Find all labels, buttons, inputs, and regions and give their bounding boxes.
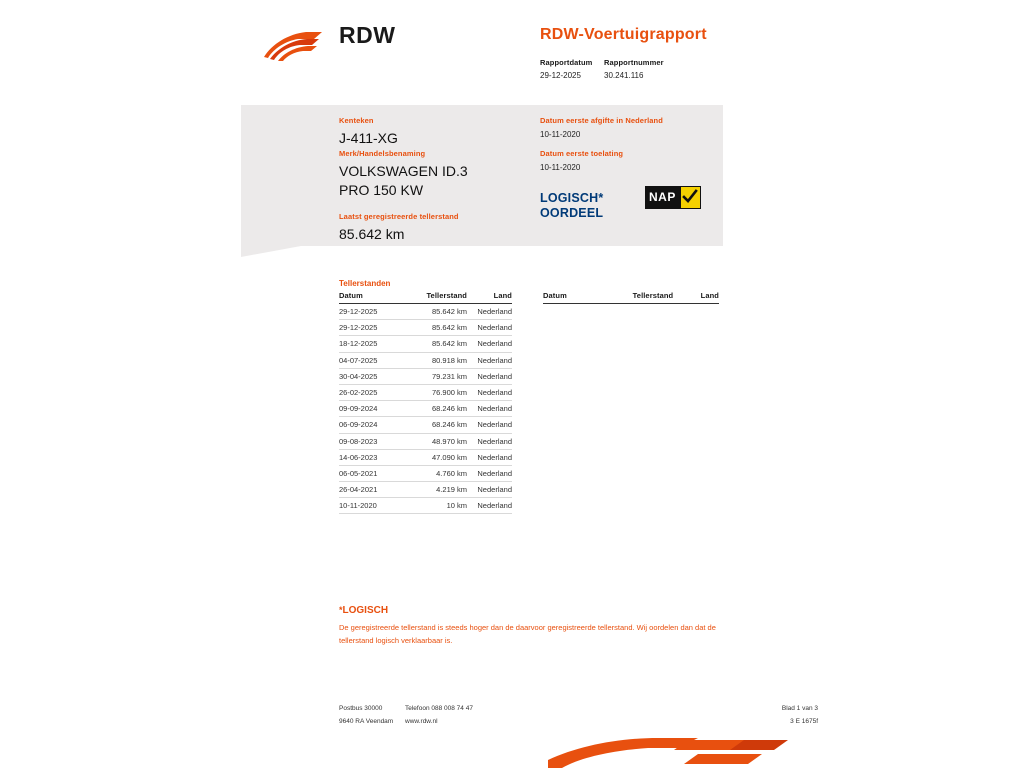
cell-tellerstand: 4.219 km [415, 482, 467, 498]
cell-datum: 26-02-2025 [339, 384, 415, 400]
merk-value-line1: VOLKSWAGEN ID.3 [339, 163, 468, 179]
eerste-toelating-value: 10-11-2020 [540, 163, 581, 172]
table-header-row [339, 291, 512, 304]
cell-land: Nederland [467, 433, 512, 449]
column-header-tellerstand: Tellerstand [620, 291, 673, 304]
brand-name: RDW [339, 22, 396, 48]
tellerstanden-table-right [543, 291, 719, 304]
footer-contact [405, 702, 545, 728]
table-row [339, 433, 512, 449]
cell-datum: 06-09-2024 [339, 417, 415, 433]
cell-tellerstand: 68.246 km [415, 401, 467, 417]
table-row [339, 482, 512, 498]
table-row [339, 449, 512, 465]
footer-page-info: Blad 1 van 3 [781, 705, 818, 712]
cell-tellerstand: 48.970 km [415, 433, 467, 449]
cell-land: Nederland [467, 401, 512, 417]
table-row [339, 498, 512, 514]
cell-datum: 18-12-2025 [339, 336, 415, 352]
cell-land: Nederland [467, 465, 512, 481]
cell-tellerstand: 85.642 km [415, 320, 467, 336]
footnote-title [339, 605, 388, 616]
cell-datum: 26-04-2021 [339, 482, 415, 498]
footnote-title-text: LOGISCH [342, 605, 389, 616]
cell-land: Nederland [467, 449, 512, 465]
cell-tellerstand: 85.642 km [415, 304, 467, 320]
table-row [339, 352, 512, 368]
kenteken-label: Kenteken [339, 116, 374, 125]
cell-land: Nederland [467, 482, 512, 498]
cell-datum: 14-06-2023 [339, 449, 415, 465]
meta-rapportdatum [540, 58, 604, 80]
table-row [339, 304, 512, 320]
footer-address-line-2: 9640 RA Veendam [339, 718, 394, 725]
oordeel-line-2: OORDEEL [540, 206, 604, 220]
merk-label: Merk/Handelsbenaming [339, 149, 426, 158]
table-row [339, 368, 512, 384]
laatste-tellerstand-block [339, 212, 459, 243]
merk-value-line2: PRO 150 KW [339, 182, 424, 198]
table-row [339, 401, 512, 417]
cell-tellerstand: 80.918 km [415, 352, 467, 368]
cell-datum: 10-11-2020 [339, 498, 415, 514]
table-row [339, 336, 512, 352]
nap-badge [645, 186, 701, 209]
meta-rapportnummer-label: Rapportnummer [604, 58, 664, 67]
kenteken-block [339, 116, 398, 147]
panel-notch [241, 246, 301, 257]
cell-land: Nederland [467, 336, 512, 352]
eerste-afgifte-block [540, 116, 663, 139]
cell-datum: 09-08-2023 [339, 433, 415, 449]
footer-rdw-graphic-icon [548, 738, 788, 768]
cell-tellerstand: 47.090 km [415, 449, 467, 465]
footnote-star: * [339, 605, 343, 615]
table-row [339, 417, 512, 433]
cell-datum: 04-07-2025 [339, 352, 415, 368]
meta-rapportnummer [604, 58, 724, 80]
cell-land: Nederland [467, 352, 512, 368]
cell-tellerstand: 68.246 km [415, 417, 467, 433]
eerste-afgifte-label: Datum eerste afgifte in Nederland [540, 116, 663, 125]
tellerstanden-title: Tellerstanden [339, 279, 391, 288]
footer-website[interactable]: www.rdw.nl [405, 718, 438, 725]
footer-left [339, 702, 729, 728]
cell-datum: 29-12-2025 [339, 320, 415, 336]
cell-tellerstand: 10 km [415, 498, 467, 514]
cell-tellerstand: 76.900 km [415, 384, 467, 400]
footnote-body: De geregistreerde tellerstand is steeds hoger dan de daarvoor geregistreerde tellerstand. Wij oordelen dan dat de tellerstand logisch verklaarbaar is. [339, 623, 716, 645]
cell-tellerstand: 79.231 km [415, 368, 467, 384]
table-row [339, 320, 512, 336]
footer-address [339, 702, 405, 728]
cell-datum: 09-09-2024 [339, 401, 415, 417]
oordeel-block [540, 191, 603, 221]
column-header-land: Land [467, 291, 512, 304]
eerste-toelating-label: Datum eerste toelating [540, 149, 624, 158]
table-row [339, 465, 512, 481]
footer-doc-code: 3 E 1675f [790, 718, 818, 725]
kenteken-value: J-411-XG [339, 130, 398, 146]
cell-land: Nederland [467, 320, 512, 336]
cell-tellerstand: 85.642 km [415, 336, 467, 352]
merk-block [339, 149, 468, 199]
footer-phone: Telefoon 088 008 74 47 [405, 705, 473, 712]
laatste-tellerstand-label: Laatst geregistreerde tellerstand [339, 212, 459, 221]
cell-datum: 06-05-2021 [339, 465, 415, 481]
footer-right [698, 702, 818, 728]
meta-rapportdatum-label: Rapportdatum [540, 58, 593, 67]
cell-land: Nederland [467, 498, 512, 514]
eerste-toelating-block [540, 149, 623, 172]
oordeel-line-1: LOGISCH* [540, 191, 604, 205]
cell-land: Nederland [467, 384, 512, 400]
report-meta [540, 58, 860, 80]
cell-land: Nederland [467, 368, 512, 384]
meta-rapportnummer-value: 30.241.116 [604, 71, 644, 80]
table-row [339, 384, 512, 400]
cell-datum: 29-12-2025 [339, 304, 415, 320]
column-header-tellerstand: Tellerstand [415, 291, 467, 304]
eerste-afgifte-value: 10-11-2020 [540, 130, 581, 139]
cell-datum: 30-04-2025 [339, 368, 415, 384]
nap-badge-label: NAP [649, 190, 676, 204]
rdw-logo-icon [262, 30, 330, 62]
tellerstanden-table-left [339, 291, 512, 514]
cell-land: Nederland [467, 304, 512, 320]
meta-rapportdatum-value: 29-12-2025 [540, 71, 581, 80]
laatste-tellerstand-value: 85.642 km [339, 226, 405, 242]
nap-check-icon [682, 188, 698, 205]
footer-address-line-1: Postbus 30000 [339, 705, 383, 712]
nap-badge-inner [646, 187, 700, 208]
cell-tellerstand: 4.760 km [415, 465, 467, 481]
rdw-logo [262, 22, 396, 68]
cell-land: Nederland [467, 417, 512, 433]
column-header-datum: Datum [543, 291, 620, 304]
page-title: RDW-Voertuigrapport [540, 26, 707, 43]
column-header-land: Land [673, 291, 719, 304]
table-header-row [543, 291, 719, 304]
column-header-datum: Datum [339, 291, 415, 304]
tellerstanden-rows-left [339, 304, 512, 514]
